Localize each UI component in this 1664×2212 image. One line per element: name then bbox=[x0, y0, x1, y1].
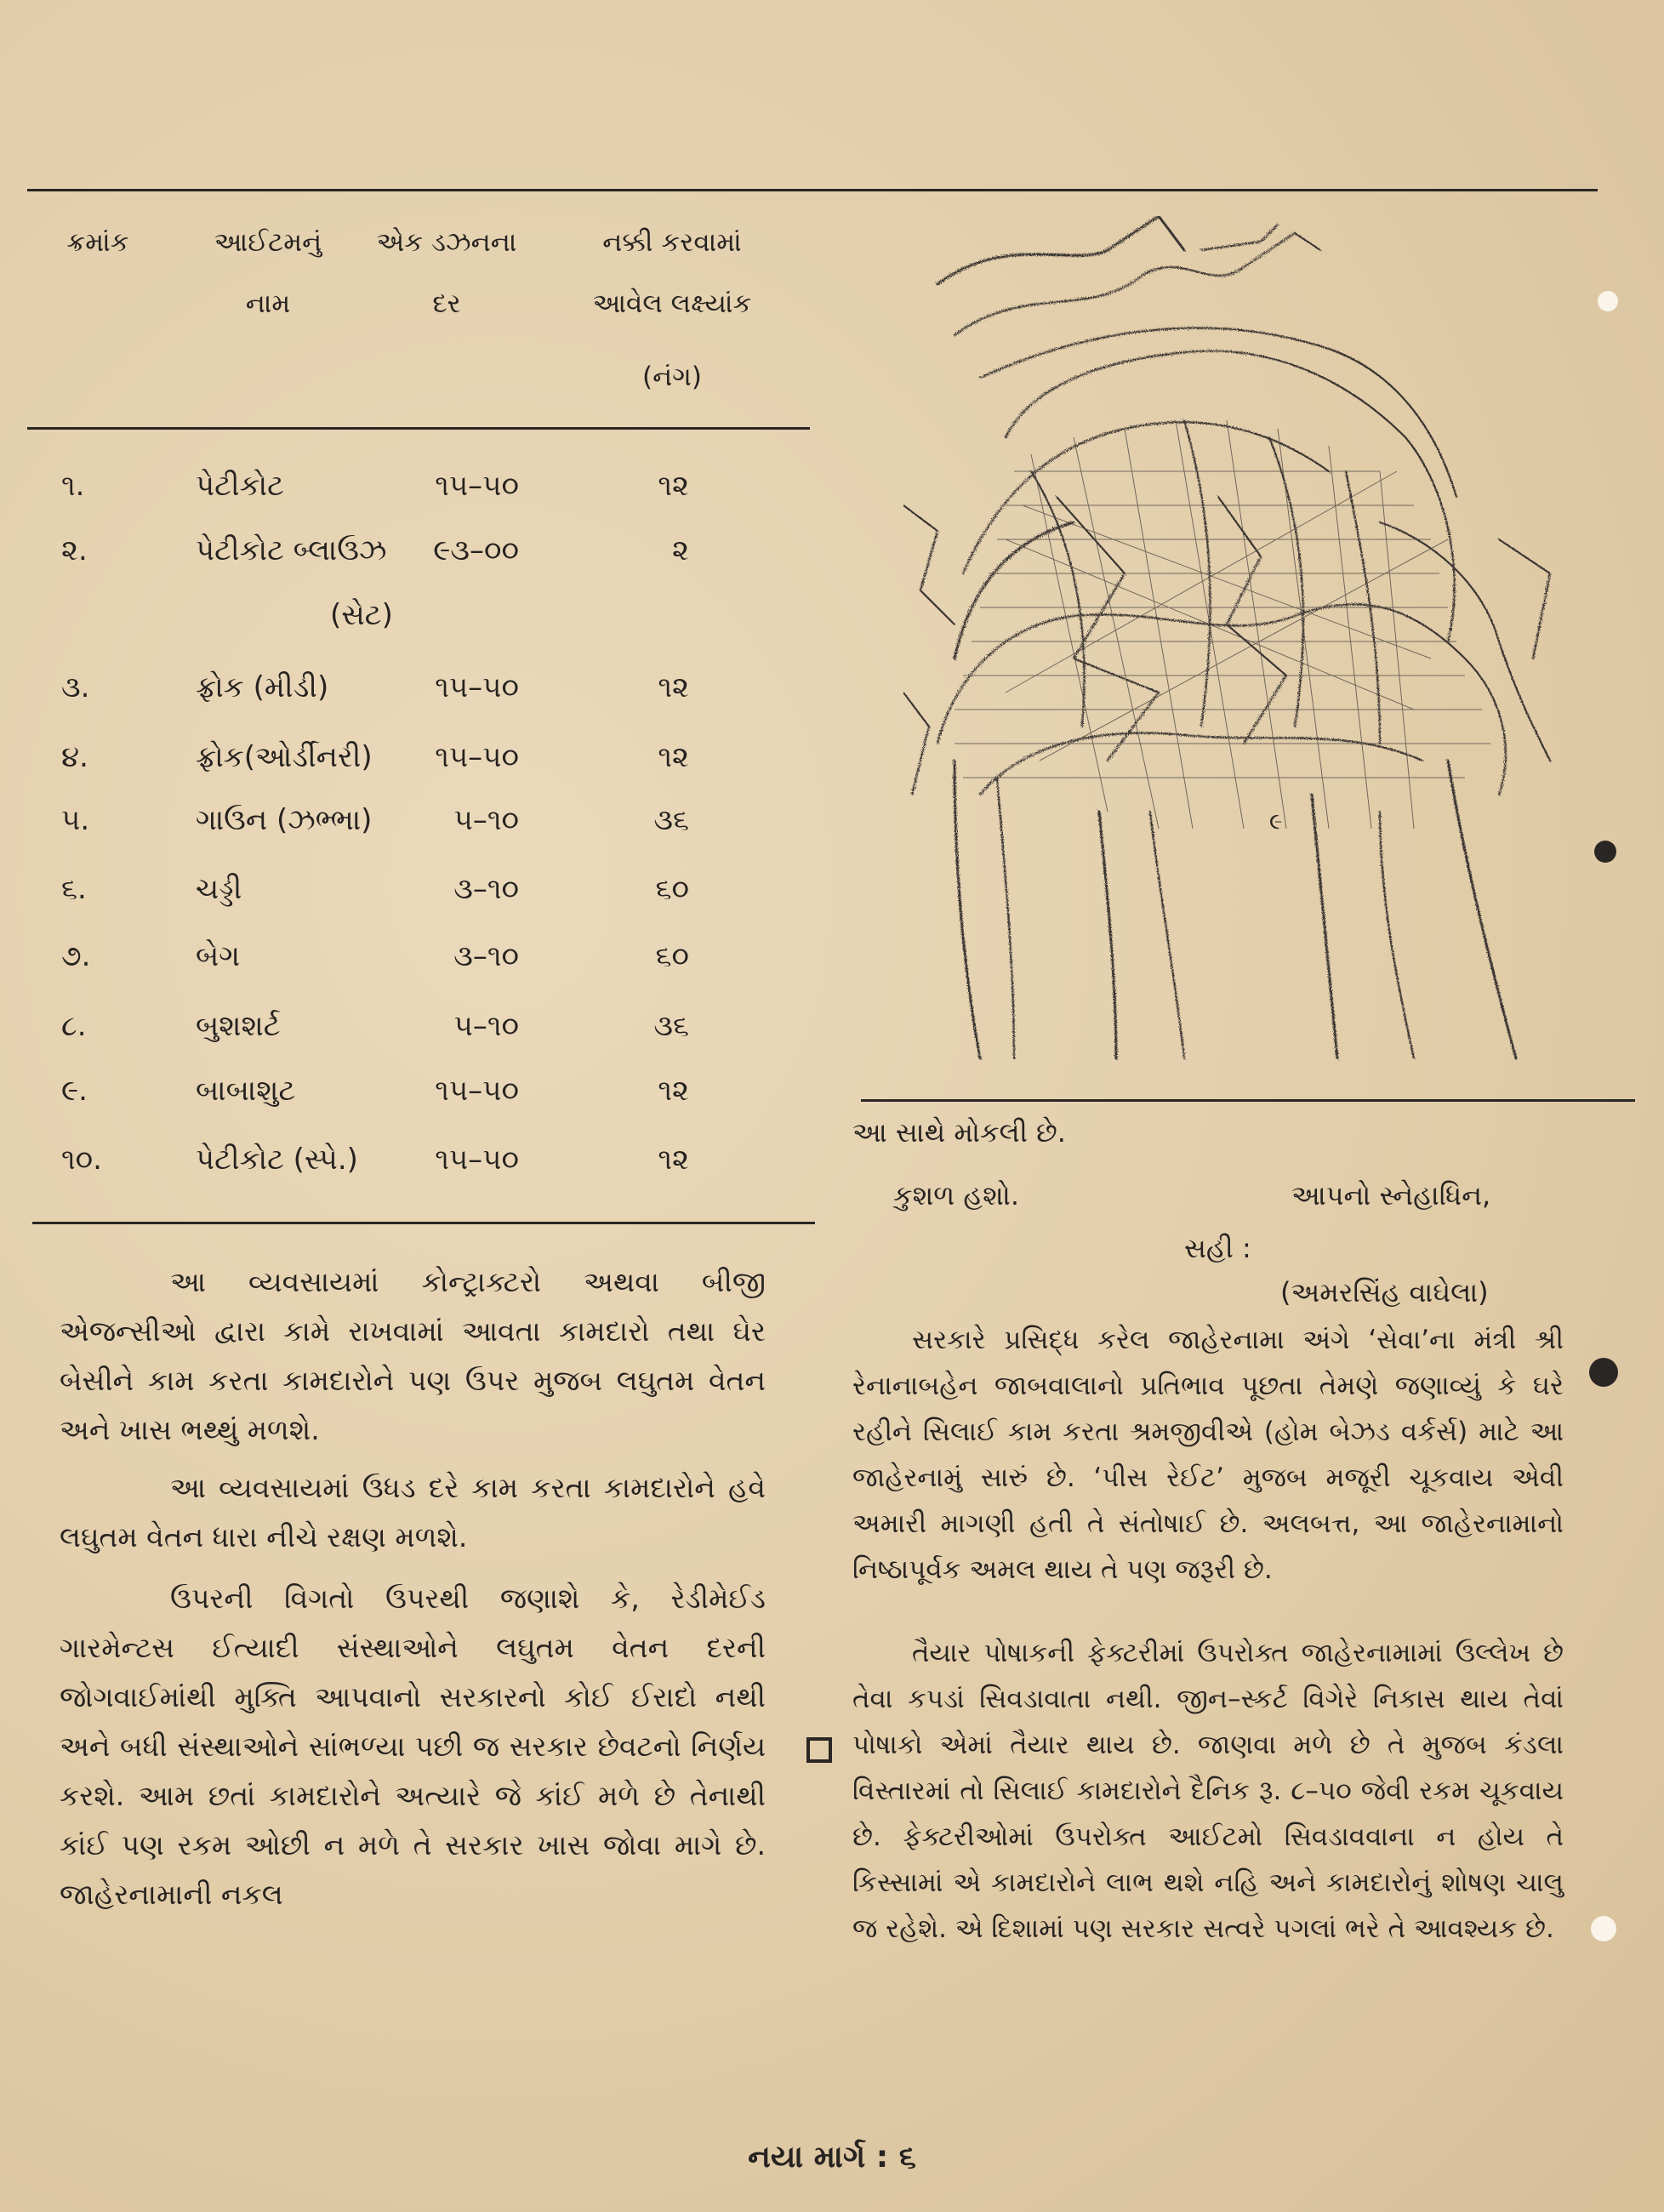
end-square-icon bbox=[806, 1737, 832, 1763]
row-serial: ૭. bbox=[61, 939, 91, 973]
left-paragraph-2: આ વ્યવસાયમાં ઉધડ દરે કામ કરતા કામદારોને હવે લઘુતમ વેતન ધારા નીચે રક્ષણ મળશે. bbox=[60, 1471, 766, 1554]
row-item: ગાઉન (ઝભ્ભા) bbox=[196, 803, 373, 837]
row-target: ૧૨ bbox=[658, 1074, 689, 1108]
row-target: ૩૬ bbox=[653, 1009, 689, 1043]
row-item: પેટીકોટ બ્લાઉઝ bbox=[196, 533, 387, 567]
table-row bbox=[0, 803, 817, 846]
header-serial: ક્રમાંક bbox=[66, 227, 129, 258]
left-paragraph-1: આ વ્યવસાયમાં કોન્ટ્રાક્ટરો અથવા બીજી એજન્સીઓ દ્વારા કામે રાખવામાં આવતા કામદારો તથા ઘેર બેસીને કામ કરતા કામદારોને પણ ઉપર મુજબ લઘુતમ વેતન અને ખાસ ભથ્થું મળશે. bbox=[60, 1265, 766, 1446]
row-target: ૧૨ bbox=[658, 1143, 689, 1177]
header-target-line3: (નંગ) bbox=[642, 362, 702, 392]
row-serial: ૨. bbox=[61, 533, 88, 567]
left-paragraph-3: ઉપરની વિગતો ઉપરથી જણાશે કે, રેડીમેઈડ ગારમેન્ટસ ઈત્યાદી સંસ્થાઓને લઘુતમ વેતન દરની જોગવાઈમાંથી મુક્તિ આપવાનો સરકારનો કોઈ ઈરાદો નથી અને બધી સંસ્થાઓને સાંભળ્યા પછી જ સરકાર છેવટનો નિર્ણય કરશે. આમ છતાં કામદારોને અત્યારે જે કાંઈ મળે છે તેનાથી કાંઈ પણ રકમ ઓછી ન મળે તે સરકાર ખાસ જોવા માગે છે. જાહેરનામાની નકલ bbox=[60, 1582, 766, 1911]
row-item: ફ્રોક (મીડી) bbox=[196, 670, 329, 704]
row-serial: ૪. bbox=[61, 740, 88, 774]
row-rate: ૯૩–૦૦ bbox=[433, 533, 519, 567]
table-row bbox=[0, 469, 817, 511]
table-bottom-rule bbox=[32, 1222, 815, 1224]
row-serial: ૯. bbox=[61, 1074, 88, 1108]
row-item: ફ્રોક(ઓર્ડીનરી) bbox=[196, 740, 373, 774]
row-serial: ૫. bbox=[61, 803, 90, 837]
table-row bbox=[0, 1009, 817, 1052]
row-serial: ૩. bbox=[61, 670, 90, 704]
punch-hole bbox=[1594, 841, 1616, 863]
figure-mark: ૯ bbox=[1269, 809, 1283, 835]
row-serial: ૬. bbox=[61, 872, 87, 906]
table-row bbox=[0, 740, 817, 783]
row-rate: ૩–૧૦ bbox=[453, 872, 519, 906]
row-target: ૨ bbox=[672, 533, 689, 567]
row-item: પેટીકોટ bbox=[196, 469, 284, 503]
greeting-line: કુશળ હશો. bbox=[893, 1179, 1019, 1211]
table-row bbox=[0, 1143, 817, 1185]
signed-label: સહી : bbox=[1184, 1232, 1251, 1264]
closing-salutation: આપનો સ્નેહાધિન, bbox=[1291, 1179, 1491, 1211]
punch-hole bbox=[1589, 1358, 1618, 1387]
row-rate: ૧૫–૫૦ bbox=[435, 740, 519, 774]
bull-sketch-illustration bbox=[903, 216, 1576, 1067]
header-rate-line2: દર bbox=[432, 288, 461, 319]
row-target: ૩૬ bbox=[653, 803, 689, 837]
table-row bbox=[0, 872, 817, 915]
row-rate: ૫–૧૦ bbox=[453, 803, 519, 837]
footer-separator: : bbox=[875, 2140, 889, 2175]
row-rate: ૧૫–૫૦ bbox=[435, 670, 519, 704]
enclosure-line: આ સાથે મોકલી છે. bbox=[852, 1116, 1066, 1149]
row-target: ૬૦ bbox=[655, 939, 689, 973]
figure-bottom-rule bbox=[861, 1099, 1635, 1102]
row-item: (સેટ) bbox=[330, 598, 393, 632]
row-item: પેટીકોટ (સ્પે.) bbox=[196, 1143, 358, 1177]
row-item: ચડ્ડી bbox=[196, 872, 242, 906]
row-rate: ૫–૧૦ bbox=[453, 1009, 519, 1043]
row-serial: ૧. bbox=[61, 469, 85, 503]
table-row bbox=[0, 939, 817, 982]
row-rate: ૧૫–૫૦ bbox=[435, 469, 519, 503]
table-header-rule bbox=[27, 427, 810, 430]
right-paragraph-1: સરકારે પ્રસિદ્ધ કરેલ જાહેરનામા અંગે ‘સેવા’ના મંત્રી શ્રી રેનાનાબહેન જાબવાલાનો પ્રતિભાવ પૂછતા તેમણે જણાવ્યું કે ઘરે રહીને સિલાઈ કામ કરતા શ્રમજીવીએ (હોમ બેઝડ વર્કર્સ) માટે આ જાહેરનામું સારું છે. ‘પીસ રેઈટ’ મુજબ મજૂરી ચૂકવાય એવી અમારી માગણી હતી તે સંતોષાઈ છે. અલબત્ત, આ જાહેરનામાનો નિષ્ઠાપૂર્વક અમલ થાય તે પણ જરૂરી છે. bbox=[852, 1325, 1564, 1585]
row-serial: ૮. bbox=[61, 1009, 87, 1043]
table-row bbox=[0, 670, 817, 713]
header-target-line1: નક્કી કરવામાં bbox=[602, 227, 742, 258]
row-target: ૧૨ bbox=[658, 670, 689, 704]
row-item: બેગ bbox=[196, 939, 241, 973]
table-row bbox=[0, 533, 817, 576]
row-target: ૧૨ bbox=[658, 469, 689, 503]
header-item-line2: નામ bbox=[245, 288, 291, 319]
row-item: બુશશર્ટ bbox=[196, 1009, 281, 1043]
magazine-name: નયા માર્ગ bbox=[748, 2140, 866, 2175]
row-item: બાબાશુટ bbox=[196, 1074, 296, 1108]
header-item-line1: આઈટમનું bbox=[214, 227, 322, 258]
row-rate: ૧૫–૫૦ bbox=[435, 1143, 519, 1177]
row-target: ૬૦ bbox=[655, 872, 689, 906]
top-rule bbox=[27, 189, 1598, 191]
page-footer bbox=[0, 2140, 1664, 2175]
row-serial: ૧૦. bbox=[61, 1143, 102, 1177]
row-target: ૧૨ bbox=[658, 740, 689, 774]
table-row bbox=[0, 598, 817, 641]
row-rate: ૧૫–૫૦ bbox=[435, 1074, 519, 1108]
punch-hole bbox=[1591, 1916, 1616, 1941]
table-row bbox=[0, 1074, 817, 1116]
punch-hole bbox=[1598, 291, 1618, 311]
header-rate-line1: એક ડઝનના bbox=[376, 227, 517, 258]
page-number: ૬ bbox=[898, 2140, 916, 2175]
signatory-name: (અમરસિંહ વાઘેલા) bbox=[1280, 1276, 1489, 1308]
row-rate: ૩–૧૦ bbox=[453, 939, 519, 973]
header-target-line2: આવેલ લક્ષ્યાંક bbox=[592, 288, 752, 319]
right-paragraph-2: તૈયાર પોષાકની ફેક્ટરીમાં ઉપરોક્ત જાહેરનામામાં ઉલ્લેખ છે તેવા કપડાં સિવડાવાતા નથી. જીન–સ્કર્ટ વિગેરે નિકાસ થાય તેવાં પોષાકો એમાં તૈયાર થાય છે. જાણવા મળે છે તે મુજબ કંડલા વિસ્તારમાં તો સિલાઈ કામદારોને દૈનિક રૂ. ૮–૫૦ જેવી રકમ ચૂકવાય છે. ફેક્ટરીઓમાં ઉપરોક્ત આઈટમો સિવડાવવાના ન હોય તે કિસ્સામાં એ કામદારોને લાભ થશે નહિ અને કામદારોનું શોષણ ચાલુ જ રહેશે. એ દિશામાં પણ સરકાર સત્વરે પગલાં ભરે તે આવશ્યક છે. bbox=[852, 1638, 1564, 1944]
